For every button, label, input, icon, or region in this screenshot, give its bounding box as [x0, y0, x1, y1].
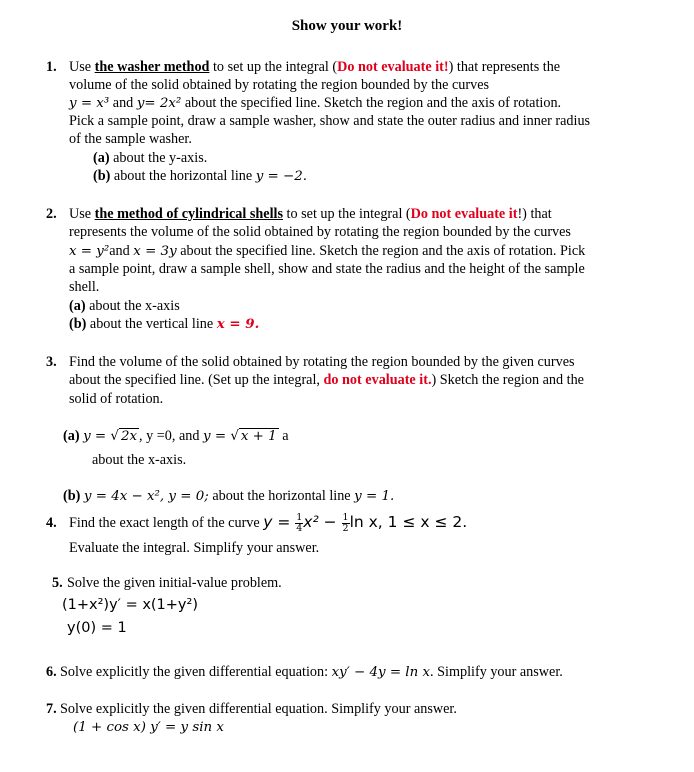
problem-3-line-2: about the specified line. (Set up the integral, do not evaluate it.) Sketch the region and the — [69, 372, 584, 388]
problem-6-number: 6. — [46, 664, 57, 680]
page-title: Show your work! — [291, 18, 403, 34]
problem-7-equation: (1 + cos x) y′ = y sin x — [73, 720, 224, 735]
problem-2-line-1: Use the method of cylindrical shells to set up the integral (Do not evaluate it!) that — [69, 206, 552, 222]
problem-1-line-5: of the sample washer. — [69, 131, 192, 147]
problem-2-line-3: x = y²and x = 3y about the specified line. Sketch the region and the axis of rotation. Pick — [69, 243, 586, 259]
fraction-one-quarter: $\frac{1}{4}$ — [296, 512, 303, 535]
problem-5-line-1: Solve the given initial-value problem. — [67, 575, 282, 591]
problem-3-part-a: (a) y = √ 2x , y =0, and y = √ x + 1 a — [63, 428, 289, 444]
problem-1-line-1: Use the washer method to set up the integral (Do not evaluate it!) that represents the — [69, 59, 561, 75]
problem-4-line-2: Evaluate the integral. Simplify your answer. — [69, 540, 320, 556]
problem-2-number: 2. — [46, 206, 57, 222]
problem-3-part-a-line-2: about the x-axis. — [92, 452, 187, 468]
problem-3-line-3: solid of rotation. — [69, 391, 164, 407]
problem-2-part-b: (b) about the vertical line x = 9. — [69, 316, 260, 332]
problem-5-initial-condition: y(0) = 1 — [67, 620, 127, 636]
problem-4-line-1: Find the exact length of the curve y = $\frac{1}{4}$ x² − $\frac{1}{2}$ ln x, 1 ≤ x ≤ 2. — [69, 512, 468, 535]
problem-6-line-1: Solve explicitly the given differential equation: xy′ − 4y = ln x. Simplify your answer. — [60, 664, 563, 680]
problem-4-number: 4. — [46, 515, 57, 531]
problem-3-line-1: Find the volume of the solid obtained by rotating the region bounded by the given curves — [69, 354, 575, 370]
problem-2-part-a: (a) about the x-axis — [69, 298, 180, 314]
problem-3-number: 3. — [46, 354, 57, 370]
problem-7-number: 7. — [46, 701, 57, 717]
problem-2-line-2: represents the volume of the solid obtained by rotating the region bounded by the curves — [69, 224, 571, 240]
problem-1-part-b: (b) about the horizontal line y = −2. — [93, 168, 308, 184]
problem-2-line-4: a sample point, draw a sample shell, show and state the radius and the height of the sample — [69, 261, 585, 277]
problem-2-line-5: shell. — [69, 279, 100, 295]
problem-1-line-4: Pick a sample point, draw a sample washer, show and state the outer radius and inner radius — [69, 113, 591, 129]
problem-1-part-a: (a) about the y-axis. — [93, 150, 208, 166]
problem-1-line-2: volume of the solid obtained by rotating the region bounded by the curves — [69, 77, 490, 93]
fraction-one-half: $\frac{1}{2}$ — [342, 512, 349, 535]
problem-1-line-3: y = x³ and y= 2x² about the specified line. Sketch the region and the axis of rotation. — [69, 95, 562, 111]
problem-1-number: 1. — [46, 59, 57, 75]
problem-5-number: 5. — [52, 575, 63, 591]
problem-7-line-1: Solve explicitly the given differential equation. Simplify your answer. — [60, 701, 457, 717]
problem-5-equation: (1+x²)y′ = x(1+y²) — [62, 597, 198, 613]
problem-3-part-b: (b) y = 4x − x², y = 0; about the horizontal line y = 1. — [63, 488, 395, 504]
